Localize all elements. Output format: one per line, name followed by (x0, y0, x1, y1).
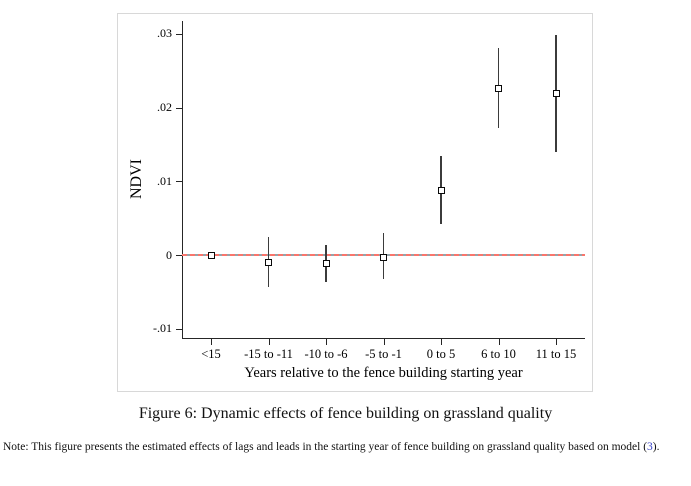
x-tick (441, 338, 442, 345)
y-tick-label: -.01 (153, 321, 172, 336)
y-tick-label: .01 (157, 173, 172, 188)
x-tick-label: 11 to 15 (535, 347, 577, 361)
y-tick (176, 108, 183, 109)
figure-caption: Figure 6: Dynamic effects of fence building on grassland quality (138, 405, 553, 422)
point-estimate-marker (323, 260, 330, 267)
x-tick-label: 6 to 10 (481, 347, 516, 361)
point-estimate-marker (380, 254, 387, 261)
x-tick-label: -10 to -6 (304, 347, 348, 361)
x-tick-label: 0 to 5 (426, 347, 456, 361)
note-text-after-link: ). (652, 441, 660, 453)
y-tick-label: 0 (166, 247, 172, 262)
x-tick (211, 338, 212, 345)
y-axis-title: NDVI (128, 159, 145, 199)
model-reference-link[interactable]: 3 (647, 441, 653, 453)
y-tick (176, 34, 183, 35)
x-tick-label: <15 (201, 347, 221, 361)
x-tick-label: -5 to -1 (365, 347, 402, 361)
y-axis-line (182, 21, 183, 339)
x-tick (269, 338, 270, 345)
note-text-before-link: Note: This figure presents the estimated effects of lags and leads in the starting year of fence building on grassland quality based on model ( (3, 441, 648, 453)
point-estimate-marker (438, 187, 445, 194)
x-axis-title: Years relative to the fence building starting year (244, 365, 523, 381)
x-tick (326, 338, 327, 345)
point-estimate-marker (495, 85, 502, 92)
point-estimate-marker (553, 90, 560, 97)
point-estimate-marker (208, 252, 215, 259)
x-tick (556, 338, 557, 345)
point-estimate-marker (265, 259, 272, 266)
figure-note (3, 440, 688, 455)
x-tick (499, 338, 500, 345)
y-tick (176, 181, 183, 182)
x-tick-label: -15 to -11 (244, 347, 293, 361)
y-tick-label: .02 (157, 100, 172, 115)
y-tick (176, 329, 183, 330)
x-tick (384, 338, 385, 345)
figure-plot-area (117, 13, 593, 392)
y-tick-label: .03 (157, 26, 172, 41)
